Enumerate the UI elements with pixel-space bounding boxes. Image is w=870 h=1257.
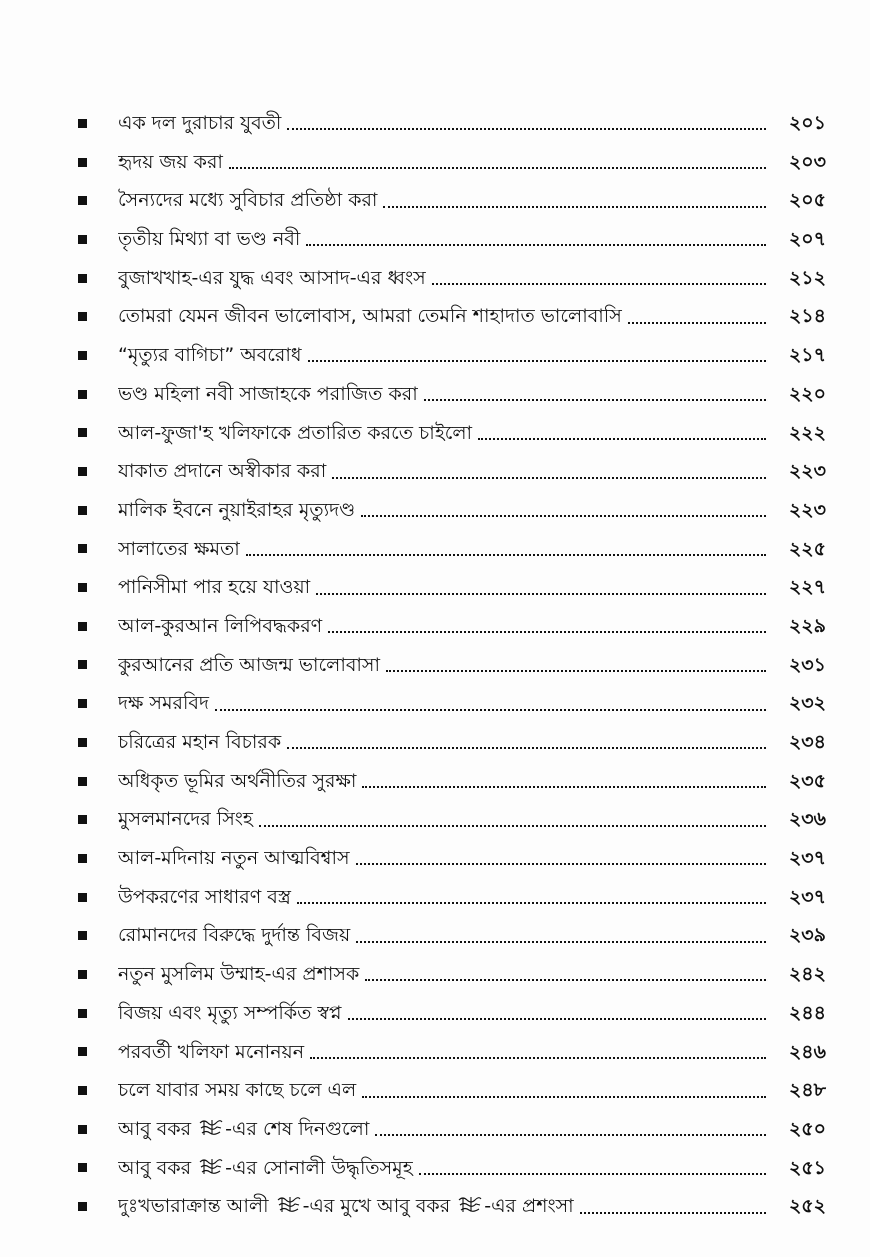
square-bullet-icon <box>78 1086 87 1095</box>
dot-leader <box>580 1212 766 1214</box>
toc-entry-page-number: ২২৩ <box>788 460 826 483</box>
toc-entry-title: তৃতীয় মিথ্যা বা ভণ্ড নবী <box>118 228 301 251</box>
dot-leader <box>356 863 766 865</box>
toc-entry-title: তোমরা যেমন জীবন ভালোবাস, আমরা তেমনি শাহাদাত ভালোবাসি <box>118 305 622 328</box>
toc-entry[interactable] <box>78 994 826 1033</box>
toc-entry-page-number: ২০৩ <box>788 150 826 173</box>
toc-entry[interactable] <box>78 452 826 491</box>
dot-leader <box>348 1018 767 1020</box>
toc-entry[interactable] <box>78 491 826 530</box>
square-bullet-icon <box>78 660 87 669</box>
toc-entry-page-number: ২৫০ <box>788 1117 826 1140</box>
toc-entry-title: চলে যাবার সময় কাছে চলে এল <box>118 1079 357 1102</box>
radiyallahu-anhu-icon <box>457 1195 483 1215</box>
dot-leader <box>419 1173 766 1175</box>
toc-entry-title-part: আবু বকর <box>118 1117 192 1140</box>
toc-entry-page-number: ২৫১ <box>788 1156 826 1179</box>
square-bullet-icon <box>78 622 87 631</box>
toc-entry-title: ভণ্ড মহিলা নবী সাজাহকে পরাজিত করা <box>118 382 418 405</box>
square-bullet-icon <box>78 970 87 979</box>
toc-entry-page-number: ২২২ <box>788 421 826 444</box>
toc-entry-title: বুজাখখাহ-এর যুদ্ধ এবং আসাদ-এর ধ্বংস <box>118 266 426 289</box>
toc-entry-title: এক দল দুরাচার যুবতী <box>118 112 282 134</box>
square-bullet-icon <box>78 699 87 708</box>
dot-leader <box>287 128 766 130</box>
toc-entry-title-part: -এর প্রশংসা <box>484 1195 574 1218</box>
toc-entry-title: আল-ফুজা'হ খলিফাকে প্রতারিত করতে চাইলো <box>118 421 472 444</box>
toc-entry-title: হৃদয় জয় করা <box>118 150 223 173</box>
toc-entry-page-number: ২২০ <box>788 382 826 405</box>
toc-entry-title: “মৃত্যুর বাগিচা” অবরোধ <box>118 344 302 367</box>
toc-entry[interactable] <box>78 568 826 607</box>
toc-entry-page-number: ২৫২ <box>788 1195 826 1218</box>
toc-entry[interactable] <box>78 220 826 259</box>
toc-entry[interactable] <box>78 336 826 375</box>
dot-leader <box>287 747 766 749</box>
toc-entry-page-number: ২৪২ <box>788 963 826 986</box>
toc-entry-page-number: ২৩৯ <box>788 924 826 947</box>
toc-entry-page-number: ২৩৬ <box>788 808 826 831</box>
toc-entry-title: পানিসীমা পার হয়ে যাওয়া <box>118 576 311 599</box>
square-bullet-icon <box>78 1047 87 1056</box>
dot-leader <box>259 825 766 827</box>
square-bullet-icon <box>78 777 87 786</box>
square-bullet-icon <box>78 583 87 592</box>
dot-leader <box>229 167 766 169</box>
square-bullet-icon <box>78 390 87 399</box>
toc-entry-title: রোমানদের বিরুদ্ধে দুর্দান্ত বিজয় <box>118 924 351 947</box>
toc-entry[interactable] <box>78 762 826 801</box>
dot-leader <box>424 399 766 401</box>
toc-entry[interactable] <box>78 414 826 453</box>
toc-entry-page-number: ২৩৭ <box>788 885 826 908</box>
toc-entry-page-number: ২১৪ <box>788 305 826 328</box>
toc-entry-title-part: -এর শেষ দিনগুলো <box>225 1117 370 1140</box>
toc-entry[interactable] <box>78 143 826 182</box>
toc-entry-title: চরিত্রের মহান বিচারক <box>118 731 282 753</box>
square-bullet-icon <box>78 738 87 747</box>
toc-entry-page-number: ২৩৭ <box>788 847 826 870</box>
square-bullet-icon <box>78 196 87 205</box>
toc-entry-page-number: ২৩৪ <box>788 731 826 753</box>
toc-entry[interactable] <box>78 181 826 220</box>
dot-leader <box>432 283 766 285</box>
toc-entry-title: দক্ষ সমরবিদ <box>118 692 209 715</box>
dot-leader <box>308 360 766 362</box>
toc-entry-page-number: ২৩২ <box>788 692 826 715</box>
toc-entry-page-number: ২০৫ <box>788 189 826 212</box>
square-bullet-icon <box>78 119 87 128</box>
toc-entry-title: বিজয় এবং মৃত্যু সম্পর্কিত স্বপ্ন <box>118 1001 342 1024</box>
toc-entry-title: উপকরণের সাধারণ বস্ত্র <box>118 885 291 908</box>
toc-entry-title: পরবর্তী খলিফা মনোনয়ন <box>118 1040 305 1063</box>
square-bullet-icon <box>78 274 87 283</box>
toc-entry-page-number: ২৪৬ <box>788 1040 826 1063</box>
dot-leader <box>310 1057 766 1059</box>
toc-entry-title: সৈন্যদের মধ্যে সুবিচার প্রতিষ্ঠা করা <box>118 189 378 212</box>
toc-entry-title-part: -এর মুখে আবু বকর <box>302 1195 451 1218</box>
toc-entry-title-part: -এর সোনালী উদ্ধৃতিসমূহ <box>225 1156 413 1179</box>
toc-entry[interactable] <box>78 259 826 298</box>
toc-entry-page-number: ২২৭ <box>788 576 826 599</box>
toc-entry-title: মালিক ইবনে নুয়াইরাহর মৃত্যুদণ্ড <box>118 498 356 521</box>
toc-entry[interactable] <box>78 723 826 762</box>
toc-entry-title: নতুন মুসলিম উম্মাহ-এর প্রশাসক <box>118 963 360 986</box>
toc-entry[interactable] <box>78 530 826 569</box>
toc-entry-title-part: দুঃখভারাক্রান্ত আলী <box>118 1195 269 1218</box>
dot-leader <box>215 709 766 711</box>
toc-entry[interactable] <box>78 1071 826 1110</box>
toc-entry-page-number: ২৪৪ <box>788 1001 826 1024</box>
dot-leader <box>365 979 766 981</box>
dot-leader <box>306 244 766 246</box>
toc-entry[interactable] <box>78 1149 826 1188</box>
square-bullet-icon <box>78 815 87 824</box>
toc-entry-page-number: ২১২ <box>788 266 826 289</box>
toc-entry-title-part: আবু বকর <box>118 1156 192 1179</box>
toc-entry[interactable] <box>78 1033 826 1072</box>
dot-leader <box>246 554 766 556</box>
toc-entry[interactable] <box>78 916 826 955</box>
dot-leader <box>356 941 766 943</box>
toc-entry-page-number: ২২৯ <box>788 614 826 637</box>
toc-entry[interactable] <box>78 1110 826 1149</box>
square-bullet-icon <box>78 1163 87 1172</box>
square-bullet-icon <box>78 428 87 437</box>
square-bullet-icon <box>78 158 87 167</box>
toc-entry-page-number: ২৩১ <box>788 653 826 676</box>
toc-entry[interactable] <box>78 839 826 878</box>
dot-leader <box>375 1134 766 1136</box>
toc-entry-title: সালাতের ক্ষমতা <box>118 537 240 560</box>
toc-entry[interactable] <box>78 375 826 414</box>
toc-entry[interactable] <box>78 104 826 143</box>
square-bullet-icon <box>78 931 87 940</box>
dot-leader <box>297 902 766 904</box>
toc-entry[interactable] <box>78 607 826 646</box>
toc-entry-page-number: ২৪৮ <box>788 1079 826 1102</box>
toc-entry-title: আল-মদিনায় নতুন আত্মবিশ্বাস <box>118 847 350 870</box>
dot-leader <box>362 786 766 788</box>
dot-leader <box>386 670 766 672</box>
square-bullet-icon <box>78 1009 87 1018</box>
square-bullet-icon <box>78 312 87 321</box>
toc-entry[interactable] <box>78 684 826 723</box>
dot-leader <box>332 477 766 479</box>
dot-leader <box>328 631 766 633</box>
square-bullet-icon <box>78 506 87 515</box>
toc-entry-title <box>118 1110 375 1149</box>
square-bullet-icon <box>78 467 87 476</box>
toc-entry-title <box>118 1149 419 1188</box>
toc-entry-title <box>118 1187 580 1226</box>
table-of-contents <box>78 104 826 1226</box>
toc-entry-page-number: ২২৩ <box>788 498 826 521</box>
toc-entry-page-number: ২২৫ <box>788 537 826 560</box>
radiyallahu-anhu-icon <box>276 1195 302 1215</box>
square-bullet-icon <box>78 893 87 902</box>
square-bullet-icon <box>78 1202 87 1211</box>
dot-leader <box>361 515 766 517</box>
toc-entry-title: আল-কুরআন লিপিবদ্ধকরণ <box>118 614 323 637</box>
toc-entry-page-number: ২১৭ <box>788 344 826 367</box>
dot-leader <box>383 206 766 208</box>
toc-entry[interactable] <box>78 955 826 994</box>
radiyallahu-anhu-icon <box>198 1157 224 1177</box>
toc-entry-page-number: ২০৭ <box>788 228 826 251</box>
dot-leader <box>628 322 766 324</box>
toc-entry[interactable] <box>78 878 826 917</box>
radiyallahu-anhu-icon <box>198 1118 224 1138</box>
dot-leader <box>316 593 766 595</box>
toc-entry-title: কুরআনের প্রতি আজন্ম ভালোবাসা <box>118 653 380 676</box>
square-bullet-icon <box>78 351 87 360</box>
dot-leader <box>362 1096 766 1098</box>
square-bullet-icon <box>78 235 87 244</box>
square-bullet-icon <box>78 854 87 863</box>
toc-entry[interactable] <box>78 297 826 336</box>
toc-entry[interactable] <box>78 800 826 839</box>
toc-entry[interactable] <box>78 1187 826 1226</box>
toc-entry-title: যাকাত প্রদানে অস্বীকার করা <box>118 460 327 483</box>
toc-entry[interactable] <box>78 646 826 685</box>
square-bullet-icon <box>78 1125 87 1134</box>
toc-entry-title: মুসলমানদের সিংহ <box>118 808 253 831</box>
square-bullet-icon <box>78 544 87 553</box>
toc-entry-title: অধিকৃত ভূমির অর্থনীতির সুরক্ষা <box>118 769 357 792</box>
toc-entry-page-number: ২৩৫ <box>788 769 826 792</box>
toc-entry-page-number: ২০১ <box>788 112 826 134</box>
dot-leader <box>478 438 766 440</box>
